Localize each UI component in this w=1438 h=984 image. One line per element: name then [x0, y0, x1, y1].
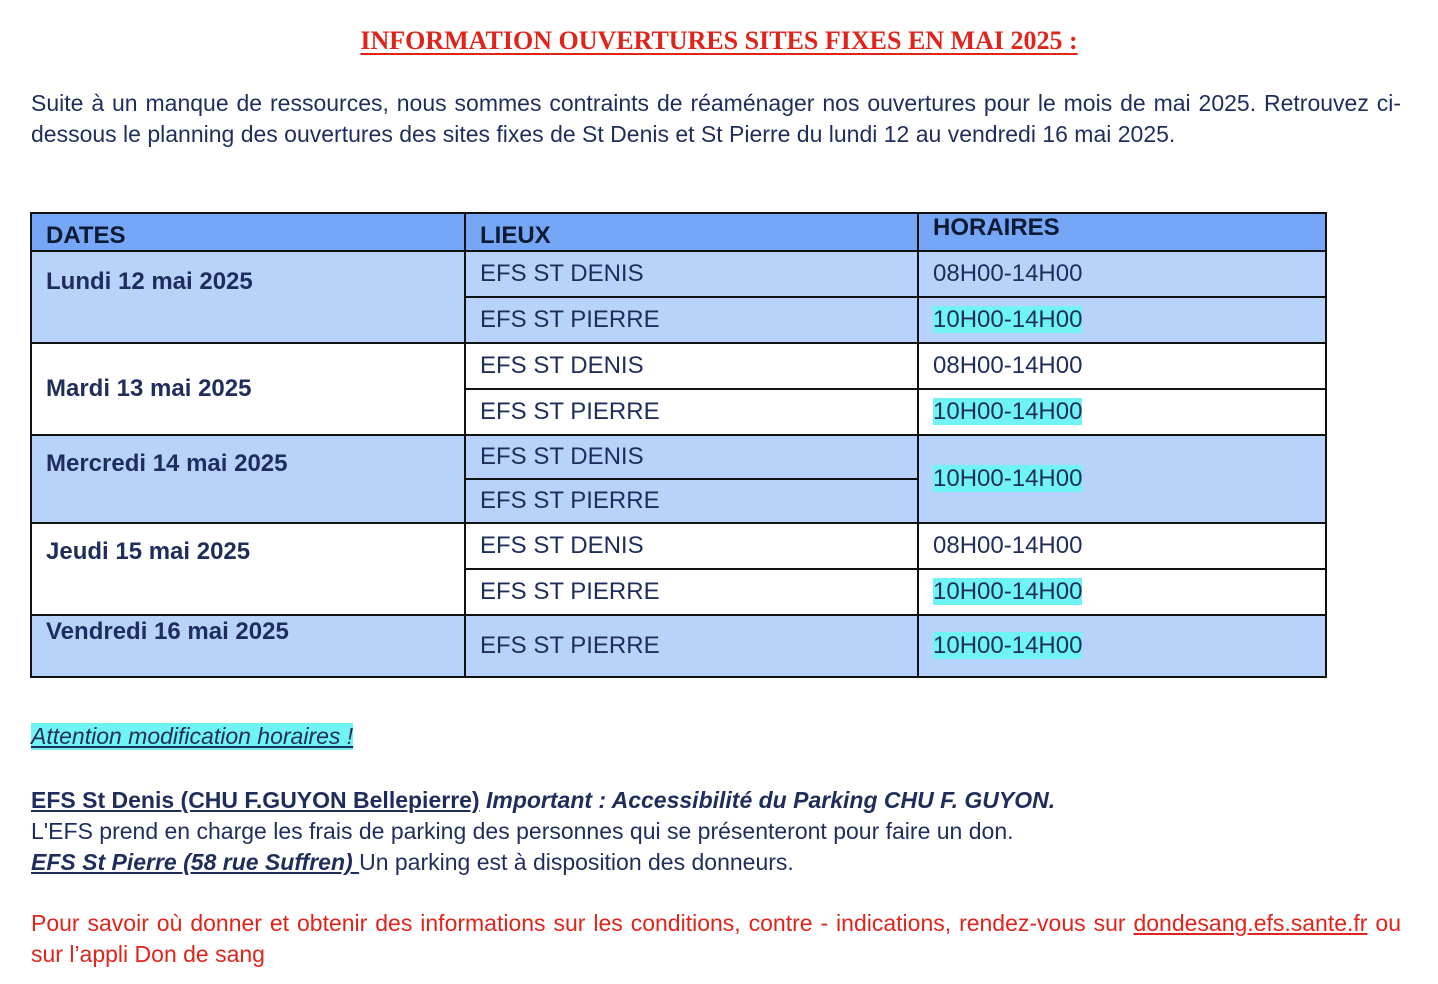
horaire-highlight: 10H00-14H00 — [933, 465, 1083, 492]
header-dates: DATES — [31, 213, 465, 251]
pierre-line — [31, 847, 1055, 878]
lieu-cell: EFS ST PIERRE — [465, 389, 918, 435]
horaire-cell — [918, 615, 1326, 677]
table-row — [31, 343, 1326, 389]
footer-paragraph — [31, 908, 1401, 970]
pierre-text: Un parking est à disposition des donneurs. — [359, 849, 794, 875]
date-cell — [31, 251, 465, 343]
header-lieux: LIEUX — [465, 213, 918, 251]
attention-note: Attention modification horaires ! — [31, 723, 354, 749]
lieu-cell: EFS ST PIERRE — [465, 297, 918, 343]
schedule-table — [30, 212, 1327, 678]
lieu-cell: EFS ST DENIS — [465, 523, 918, 569]
date-label: Vendredi 16 mai 2025 — [46, 618, 289, 645]
lieu-cell: EFS ST DENIS — [465, 435, 918, 479]
date-label: Lundi 12 mai 2025 — [46, 268, 253, 295]
header-horaires: HORAIRES — [918, 213, 1326, 251]
horaire-highlight: 10H00-14H00 — [933, 632, 1083, 659]
horaire-highlight: 10H00-14H00 — [933, 306, 1083, 333]
lieu-cell: EFS ST DENIS — [465, 343, 918, 389]
date-label: Jeudi 15 mai 2025 — [46, 538, 251, 565]
date-cell — [31, 615, 465, 677]
horaire-cell: 08H00-14H00 — [918, 343, 1326, 389]
efs-link[interactable]: dondesang.efs.sante.fr — [1133, 910, 1368, 936]
footer-text: Pour savoir où donner et obtenir des informations sur les conditions, contre - indications, rendez-vous sur — [31, 910, 1134, 936]
pierre-title: EFS St Pierre (58 rue Suffren) — [31, 849, 360, 875]
table-row — [31, 523, 1326, 569]
page-title: INFORMATION OUVERTURES SITES FIXES EN MAI 2025 : — [360, 26, 1078, 55]
lieu-cell: EFS ST DENIS — [465, 251, 918, 297]
denis-important: Important : Accessibilité du Parking CHU F. GUYON. — [479, 787, 1056, 813]
lieu-cell: EFS ST PIERRE — [465, 479, 918, 523]
horaire-cell — [918, 569, 1326, 615]
table-header-row — [31, 213, 1326, 251]
denis-line — [31, 785, 1055, 816]
intro-paragraph: Suite à un manque de ressources, nous sommes contraints de réaménager nos ouvertures pour le mois de mai 2025. Retrouvez ci-dessous le planning des ouvertures des sites fixes de St Denis et St Pierre du lundi 12 au vendredi 16 mai 2025. — [31, 90, 1401, 147]
denis-text: L'EFS prend en charge les frais de parking des personnes qui se présenteront pour faire un don. — [31, 818, 1014, 844]
footer-suffix: ou sur l’appli Don de sang — [31, 910, 1401, 967]
table-row — [31, 251, 1326, 297]
date-cell — [31, 523, 465, 615]
lieu-cell: EFS ST PIERRE — [465, 569, 918, 615]
horaire-cell — [918, 435, 1326, 523]
horaire-cell: 08H00-14H00 — [918, 251, 1326, 297]
date-label: Mercredi 14 mai 2025 — [46, 450, 288, 477]
horaire-cell — [918, 389, 1326, 435]
horaire-highlight: 10H00-14H00 — [933, 398, 1083, 425]
horaire-cell — [918, 297, 1326, 343]
denis-title: EFS St Denis (CHU F.GUYON Bellepierre) — [31, 787, 480, 813]
lieu-cell: EFS ST PIERRE — [465, 615, 918, 677]
table-row — [31, 615, 1326, 677]
date-cell — [31, 435, 465, 523]
date-cell: Mardi 13 mai 2025 — [31, 343, 465, 435]
sites-info — [31, 785, 1055, 878]
table-row — [31, 435, 1326, 479]
horaire-cell: 08H00-14H00 — [918, 523, 1326, 569]
horaire-highlight: 10H00-14H00 — [933, 578, 1083, 605]
